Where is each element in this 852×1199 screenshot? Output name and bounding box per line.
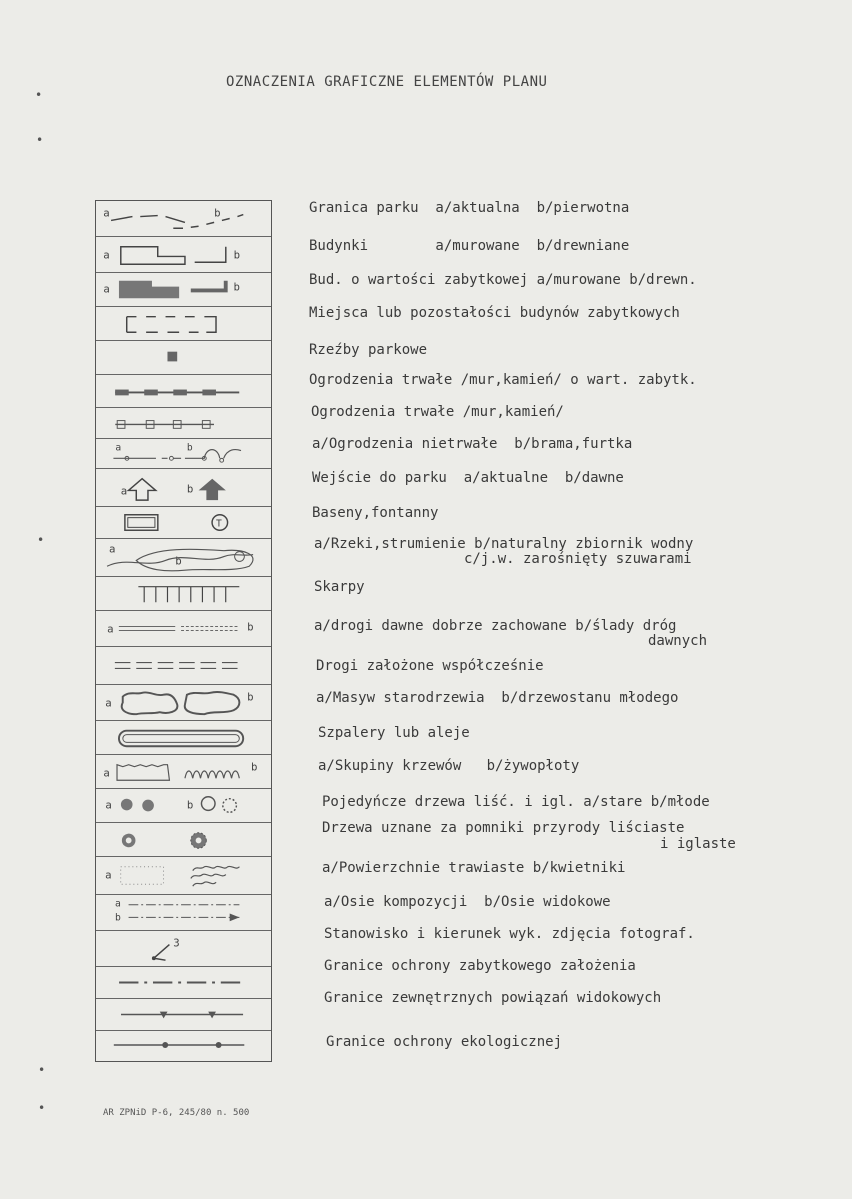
svg-text:b: b bbox=[250, 760, 258, 774]
legend-symbol-single-trees bbox=[96, 789, 271, 823]
legend-symbol-protection-boundary bbox=[96, 967, 271, 999]
legend-label: Stanowisko i kierunek wyk. zdjęcia fotograf. bbox=[324, 926, 695, 942]
svg-text:a: a bbox=[105, 696, 112, 710]
legend-symbol-building-remains bbox=[96, 307, 271, 341]
legend-label: Drzewa uznane za pomniki przyrody liściaste bbox=[322, 820, 685, 836]
legend-label: Granice ochrony ekologicznej bbox=[326, 1034, 563, 1050]
legend-label: a/Ogrodzenia nietrwałe b/brama,furtka bbox=[312, 436, 633, 452]
legend-label: Budynki a/murowane b/drewniane bbox=[309, 238, 630, 254]
legend-label: Granica parku a/aktualna b/pierwotna bbox=[309, 200, 630, 216]
legend-symbol-fence-permanent bbox=[96, 408, 271, 439]
margin-mark: • bbox=[35, 88, 43, 102]
legend-label: Miejsca lub pozostałości budynów zabytkowych bbox=[309, 305, 680, 321]
legend-label: Granice zewnętrznych powiązań widokowych bbox=[324, 990, 662, 1006]
svg-text:T: T bbox=[215, 518, 222, 530]
svg-text:b: b bbox=[247, 690, 254, 704]
legend-label: Skarpy bbox=[314, 579, 365, 595]
legend-symbol-view-boundary bbox=[96, 999, 271, 1031]
legend-label: a/Osie kompozycji b/Osie widokowe bbox=[324, 894, 611, 910]
margin-mark: • bbox=[36, 133, 44, 147]
margin-mark: • bbox=[37, 533, 45, 547]
svg-text:a: a bbox=[103, 766, 110, 780]
svg-text:a: a bbox=[105, 868, 112, 882]
svg-text:b: b bbox=[247, 620, 254, 634]
svg-text:b: b bbox=[214, 206, 221, 220]
legend-symbol-shrubs bbox=[96, 755, 271, 789]
svg-text:a: a bbox=[115, 442, 122, 454]
page-title: OZNACZENIA GRAFICZNE ELEMENTÓW PLANU bbox=[226, 74, 548, 90]
legend-label: a/Rzeki,strumienie b/naturalny zbiornik wodny bbox=[314, 536, 694, 552]
legend-symbol-fence-historic bbox=[96, 375, 271, 408]
margin-mark: • bbox=[38, 1101, 46, 1115]
photo-number: 3 bbox=[173, 936, 180, 950]
legend-symbol-ecological-boundary bbox=[96, 1031, 271, 1061]
legend-symbol-table bbox=[95, 200, 272, 1062]
svg-text:a: a bbox=[114, 898, 121, 910]
svg-text:b: b bbox=[233, 280, 240, 294]
legend-label: Bud. o wartości zabytkowej a/murowane b/drewn. bbox=[309, 272, 697, 288]
svg-text:a: a bbox=[109, 542, 116, 556]
legend-label: Rzeźby parkowe bbox=[309, 342, 428, 358]
legend-label: Wejście do parku a/aktualne b/dawne bbox=[312, 470, 624, 486]
legend-symbol-monument-trees bbox=[96, 823, 271, 857]
svg-text:a: a bbox=[120, 484, 128, 498]
svg-text:a: a bbox=[107, 622, 114, 636]
svg-text:b: b bbox=[186, 798, 194, 812]
svg-text:b: b bbox=[186, 442, 193, 454]
legend-label: Baseny,fontanny bbox=[312, 505, 439, 521]
legend-label: Granice ochrony zabytkowego założenia bbox=[324, 958, 636, 974]
legend-symbol-alleys bbox=[96, 721, 271, 755]
legend-label: a/Masyw starodrzewia b/drzewostanu młodego bbox=[316, 690, 679, 706]
legend-label: a/Powierzchnie trawiaste b/kwietniki bbox=[322, 860, 626, 876]
svg-text:b: b bbox=[233, 248, 241, 262]
legend-symbol-sculpture bbox=[96, 341, 271, 375]
legend-symbol-photo-position bbox=[96, 931, 271, 967]
legend-label: Drogi założone współcześnie bbox=[316, 658, 544, 674]
legend-symbol-fence-temporary bbox=[96, 439, 271, 469]
svg-text:a: a bbox=[105, 798, 112, 812]
legend-label: Szpalery lub aleje bbox=[318, 725, 470, 741]
legend-label: Pojedyńcze drzewa liść. i igl. a/stare b/młode bbox=[322, 794, 710, 810]
svg-text:b: b bbox=[186, 482, 194, 496]
legend-label-continued: dawnych bbox=[648, 633, 708, 649]
legend-label: Ogrodzenia trwałe /mur,kamień/ bbox=[311, 404, 564, 420]
legend-label-continued: c/j.w. zarośnięty szuwarami bbox=[464, 551, 692, 567]
legend-label: a/drogi dawne dobrze zachowane b/ślady dróg bbox=[314, 618, 677, 634]
svg-text:a: a bbox=[103, 282, 110, 296]
legend-symbol-river bbox=[96, 539, 271, 577]
legend-symbol-historic-buildings bbox=[96, 273, 271, 307]
legend-label: Ogrodzenia trwałe /mur,kamień/ o wart. zabytk. bbox=[309, 372, 697, 388]
legend-symbol-old-roads bbox=[96, 611, 271, 647]
legend-symbol-escarpment bbox=[96, 577, 271, 611]
legend-label-continued: i iglaste bbox=[660, 836, 736, 852]
legend-symbol-lawns bbox=[96, 857, 271, 895]
svg-text:a: a bbox=[103, 206, 110, 220]
legend-symbol-pool-fountain bbox=[96, 507, 271, 539]
svg-text:a: a bbox=[103, 248, 110, 262]
archive-reference: AR ZPNiD P-6, 245/80 n. 500 bbox=[103, 1108, 250, 1118]
margin-mark: • bbox=[38, 1063, 46, 1077]
legend-symbol-buildings bbox=[96, 237, 271, 273]
legend-symbol-axes bbox=[96, 895, 271, 931]
legend-symbol-new-roads bbox=[96, 647, 271, 685]
legend-label: a/Skupiny krzewów b/żywopłoty bbox=[318, 758, 580, 774]
svg-text:b: b bbox=[114, 912, 121, 924]
svg-text:b: b bbox=[175, 554, 182, 568]
legend-symbol-boundary bbox=[96, 201, 271, 237]
legend-symbol-entrance bbox=[96, 469, 271, 507]
legend-symbol-tree-mass bbox=[96, 685, 271, 721]
